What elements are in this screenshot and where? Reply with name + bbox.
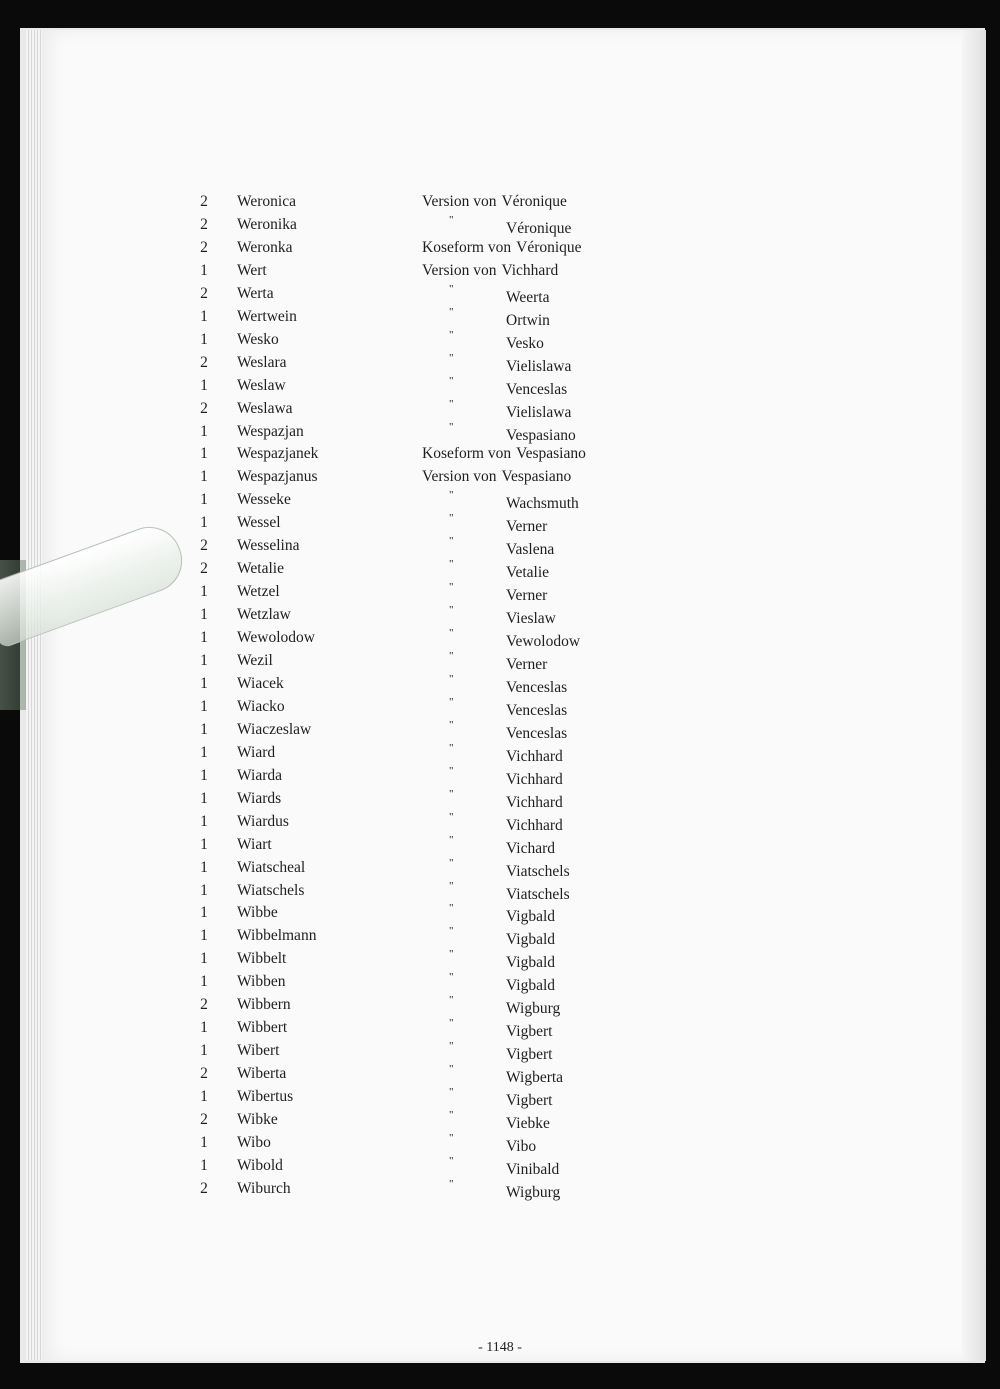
- row-target: Vigbert: [506, 1023, 553, 1041]
- list-row: [0, 328, 1000, 351]
- row-name: Wibo: [237, 1133, 271, 1151]
- row-name: Wewolodow: [237, 629, 315, 647]
- row-name: Wertwein: [237, 307, 297, 325]
- row-prefix: Version von: [422, 193, 497, 210]
- row-name: Weronika: [237, 215, 297, 233]
- list-row: [0, 833, 1000, 856]
- row-target: Wachsmuth: [506, 495, 579, 513]
- ditto-mark: ": [449, 213, 454, 226]
- list-row: [0, 282, 1000, 305]
- ditto-mark: ": [449, 994, 454, 1007]
- row-count: 1: [200, 261, 208, 279]
- ditto-mark: ": [449, 512, 454, 525]
- row-count: 2: [200, 193, 208, 210]
- page-number: - 1148 -: [478, 1340, 522, 1355]
- row-count: 2: [200, 1111, 208, 1128]
- row-count: 1: [200, 606, 208, 624]
- row-name: Weslawa: [237, 399, 293, 417]
- row-name: Wiacek: [237, 674, 284, 692]
- row-name: Weronka: [237, 238, 293, 256]
- row-name: Wezil: [237, 652, 273, 669]
- row-target: Vielislawa: [506, 357, 572, 375]
- list-row: [0, 580, 1000, 603]
- row-count: 1: [200, 376, 208, 394]
- row-target: Vichhard: [506, 770, 563, 788]
- row-name: Wesko: [237, 330, 279, 348]
- row-target: Vielislawa: [506, 403, 572, 421]
- row-count: 2: [200, 560, 208, 578]
- row-target: Vigbald: [506, 977, 556, 995]
- ditto-mark: ": [449, 672, 454, 685]
- ditto-mark: ": [449, 558, 454, 571]
- list-row: [0, 1108, 1000, 1131]
- list-row: [0, 993, 1000, 1016]
- row-name: Wespazjan: [237, 422, 304, 440]
- row-target: Vespasiano: [506, 426, 576, 444]
- list-row: [0, 603, 1000, 626]
- row-target: Vibo: [506, 1137, 537, 1155]
- ditto-mark: ": [449, 604, 454, 617]
- ditto-mark: ": [449, 1017, 454, 1030]
- row-name: Wibbern: [237, 996, 291, 1014]
- list-row: [0, 626, 1000, 649]
- ditto-mark: ": [449, 1063, 454, 1076]
- row-count: 1: [200, 307, 208, 325]
- row-target: Wigberta: [506, 1069, 564, 1087]
- ditto-mark: ": [449, 1109, 454, 1121]
- ditto-mark: ": [449, 695, 454, 708]
- row-count: 1: [200, 652, 208, 669]
- row-name: Wiatschels: [237, 881, 305, 899]
- list-row: [0, 672, 1000, 695]
- row-count: 1: [200, 1156, 208, 1174]
- ditto-mark: ": [449, 581, 454, 594]
- row-count: 2: [200, 996, 208, 1014]
- row-name: Wiaczeslaw: [237, 720, 312, 738]
- row-prefix: Version von: [422, 468, 497, 486]
- list-row: [0, 236, 1000, 259]
- row-name: Wibbelt: [237, 950, 287, 968]
- ditto-mark: ": [449, 741, 454, 754]
- row-target: Vigbald: [506, 908, 556, 926]
- list-row: [0, 1062, 1000, 1085]
- row-count: 2: [200, 353, 208, 371]
- ditto-mark: ": [449, 397, 454, 410]
- list-row: [0, 511, 1000, 534]
- ditto-mark: ": [449, 810, 454, 823]
- row-count: 1: [200, 1088, 208, 1106]
- row-count: 1: [200, 514, 208, 532]
- row-prefix: Koseform von: [422, 445, 512, 463]
- ditto-mark: ": [449, 489, 454, 502]
- row-target: Vewolodow: [506, 633, 581, 651]
- list-row: [0, 787, 1000, 810]
- list-row: [0, 741, 1000, 764]
- row-count: 1: [200, 674, 208, 692]
- ditto-mark: ": [449, 328, 454, 341]
- list-row: [0, 718, 1000, 741]
- row-count: 1: [200, 973, 208, 991]
- row-name: Wibert: [237, 1042, 280, 1060]
- list-row: [0, 649, 1000, 672]
- ditto-mark: ": [449, 1131, 454, 1144]
- ditto-mark: ": [449, 925, 454, 938]
- list-row: [0, 879, 1000, 902]
- ditto-mark: ": [449, 1040, 454, 1053]
- row-target: Vaslena: [506, 541, 555, 559]
- ditto-mark: ": [449, 1154, 454, 1167]
- list-row: [0, 1131, 1000, 1154]
- row-target: Vigbald: [506, 954, 556, 972]
- row-count: 1: [200, 743, 208, 761]
- row-prefix: Version von: [422, 261, 497, 279]
- row-count: 1: [200, 468, 208, 486]
- row-target: Venceslas: [506, 380, 568, 398]
- row-name: Wetzel: [237, 583, 280, 601]
- row-target: Venceslas: [506, 724, 568, 742]
- row-target: Vesko: [506, 334, 544, 352]
- row-count: 2: [200, 537, 208, 555]
- ditto-mark: ": [449, 971, 454, 984]
- row-count: 1: [200, 789, 208, 807]
- row-name: Wibertus: [237, 1088, 294, 1106]
- list-row: [0, 190, 1000, 213]
- list-row: [0, 810, 1000, 833]
- list-row: [0, 488, 1000, 511]
- ditto-mark: ": [449, 948, 454, 961]
- list-row: [0, 351, 1000, 374]
- row-name: Wespazjanek: [237, 445, 319, 463]
- row-count: 2: [200, 215, 208, 233]
- row-name: Weslara: [237, 353, 287, 371]
- row-name: Wespazjanus: [237, 468, 318, 486]
- ditto-mark: ": [449, 420, 454, 433]
- row-count: 2: [200, 238, 208, 256]
- row-count: 1: [200, 697, 208, 715]
- row-count: 1: [200, 1133, 208, 1151]
- row-count: 1: [200, 491, 208, 509]
- row-target: Ortwin: [506, 311, 550, 329]
- row-name: Wiart: [237, 835, 272, 853]
- row-name: Wibke: [237, 1111, 278, 1128]
- ditto-mark: ": [449, 902, 454, 915]
- list-row: [0, 442, 1000, 465]
- row-target: Venceslas: [506, 701, 568, 719]
- list-row: [0, 557, 1000, 580]
- row-count: 1: [200, 1042, 208, 1060]
- row-prefix: Koseform von: [422, 238, 512, 256]
- row-count: 2: [200, 284, 208, 302]
- row-count: 1: [200, 445, 208, 463]
- ditto-mark: ": [449, 374, 454, 387]
- row-count: 1: [200, 583, 208, 601]
- row-count: 1: [200, 881, 208, 899]
- row-count: 1: [200, 720, 208, 738]
- ditto-mark: ": [449, 650, 454, 662]
- row-count: 1: [200, 812, 208, 830]
- row-target: Verner: [506, 656, 548, 673]
- list-row: [0, 1039, 1000, 1062]
- row-count: 1: [200, 766, 208, 784]
- ditto-mark: ": [449, 787, 454, 800]
- row-count: 1: [200, 422, 208, 440]
- row-target: Vinibald: [506, 1160, 560, 1178]
- list-row: [0, 465, 1000, 488]
- ditto-mark: ": [449, 535, 454, 548]
- row-target: Véronique: [501, 193, 567, 210]
- ditto-mark: ": [449, 764, 454, 777]
- list-row: [0, 420, 1000, 443]
- row-target: Vetalie: [506, 564, 550, 582]
- row-target: Venceslas: [506, 678, 568, 696]
- row-name: Wiatscheal: [237, 858, 306, 876]
- ditto-mark: ": [449, 856, 454, 869]
- row-count: 1: [200, 629, 208, 647]
- row-name: Wesselina: [237, 537, 300, 555]
- row-name: Wetzlaw: [237, 606, 291, 624]
- row-name: Wiard: [237, 743, 276, 761]
- row-target: Vigbert: [506, 1046, 553, 1064]
- list-row: [0, 695, 1000, 718]
- row-target: Viebke: [506, 1115, 550, 1132]
- list-row: [0, 970, 1000, 993]
- list-row: [0, 1154, 1000, 1177]
- row-target: Viatschels: [506, 862, 570, 880]
- list-row: [0, 374, 1000, 397]
- row-count: 1: [200, 950, 208, 968]
- row-target: Vichhard: [506, 793, 563, 811]
- ditto-mark: ": [449, 282, 454, 295]
- row-name: Wesseke: [237, 491, 291, 509]
- list-row: [0, 764, 1000, 787]
- row-name: Wiardus: [237, 812, 289, 830]
- list-row: [0, 534, 1000, 557]
- row-target: Wigburg: [506, 1000, 561, 1018]
- list-row: [0, 924, 1000, 947]
- list-row: [0, 259, 1000, 282]
- list-row: [0, 901, 1000, 924]
- ditto-mark: ": [449, 351, 454, 364]
- list-row: [0, 856, 1000, 879]
- row-name: Wetalie: [237, 560, 284, 578]
- ditto-mark: ": [449, 1086, 454, 1099]
- row-count: 1: [200, 904, 208, 922]
- ditto-mark: ": [449, 833, 454, 846]
- row-target: Véronique: [506, 219, 572, 237]
- row-name: Wert: [237, 261, 267, 279]
- row-count: 2: [200, 1179, 208, 1197]
- row-target: Viatschels: [506, 885, 570, 903]
- list-row: [0, 213, 1000, 236]
- row-target: Vigbert: [506, 1092, 553, 1110]
- row-target: Verner: [506, 587, 548, 605]
- row-target: Vichhard: [501, 261, 559, 279]
- row-name: Werta: [237, 284, 274, 302]
- row-name: Wiburch: [237, 1179, 291, 1197]
- row-target: Vieslaw: [506, 610, 556, 628]
- row-count: 2: [200, 1065, 208, 1083]
- row-count: 1: [200, 1019, 208, 1037]
- row-target: Weerta: [506, 288, 550, 306]
- ditto-mark: ": [449, 627, 454, 640]
- row-target: Verner: [506, 518, 548, 536]
- list-row: [0, 947, 1000, 970]
- row-count: 1: [200, 858, 208, 876]
- list-row: [0, 1016, 1000, 1039]
- row-target: Vigbald: [506, 931, 556, 949]
- ditto-mark: ": [449, 1177, 454, 1190]
- list-row: [0, 305, 1000, 328]
- row-name: Wibbelmann: [237, 927, 317, 945]
- list-row: [0, 1177, 1000, 1200]
- row-target: Wigburg: [506, 1183, 561, 1201]
- row-name: Wibold: [237, 1156, 283, 1174]
- row-count: 1: [200, 330, 208, 348]
- row-name: Wibbe: [237, 904, 278, 922]
- row-name: Weronica: [237, 193, 296, 210]
- row-name: Wibbert: [237, 1019, 288, 1037]
- list-row: [0, 397, 1000, 420]
- row-name: Wessel: [237, 514, 281, 532]
- row-count: 1: [200, 927, 208, 945]
- list-row: [0, 1085, 1000, 1108]
- ditto-mark: ": [449, 718, 454, 731]
- row-name: Wiacko: [237, 697, 285, 715]
- row-name: Wiards: [237, 789, 282, 807]
- row-name: Weslaw: [237, 376, 286, 394]
- row-name: Wiberta: [237, 1065, 287, 1083]
- ditto-mark: ": [449, 879, 454, 892]
- row-count: 2: [200, 399, 208, 417]
- row-target: Vichard: [506, 839, 555, 857]
- row-target: Vichhard: [506, 747, 563, 765]
- row-target: Vichhard: [506, 816, 563, 834]
- row-name: Wiarda: [237, 766, 282, 784]
- row-count: 1: [200, 835, 208, 853]
- row-target: Vespasiano: [501, 468, 572, 486]
- row-target: Véronique: [516, 238, 582, 256]
- row-name: Wibben: [237, 973, 286, 991]
- ditto-mark: ": [449, 305, 454, 318]
- row-target: Vespasiano: [516, 445, 586, 463]
